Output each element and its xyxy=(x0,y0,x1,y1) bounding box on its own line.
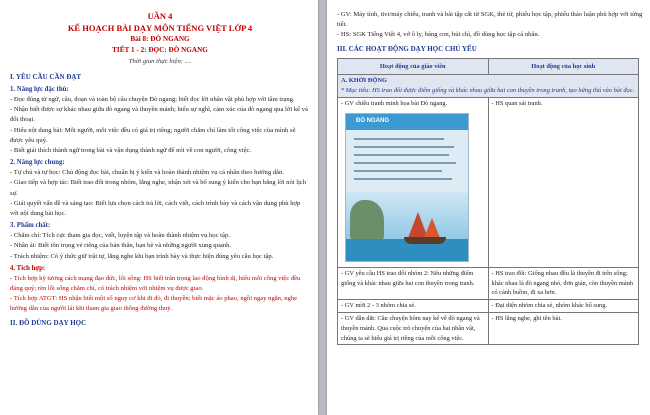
text-line xyxy=(354,146,454,148)
table-row xyxy=(338,300,639,313)
table-row xyxy=(338,267,639,299)
section-materials: II. ĐỒ DÙNG DẠY HỌC xyxy=(10,318,87,327)
paragraph: - Đọc đúng từ ngữ, câu, đoạn và toàn bộ câu chuyện Đò ngang; biết đọc lời nhân vật phù hợp với tâm trạng. xyxy=(10,96,295,103)
section-row-warmup xyxy=(338,75,639,98)
paragraph: - Hiểu nội dung bài: Mỗi người, mỗi việc đều có giá trị riêng; người chăm chỉ làm tốt công việc của mình sẽ được yêu quý. xyxy=(10,126,296,144)
subsection-general-competence: 2. Năng lực chung: xyxy=(10,159,65,167)
subsection-integration: 4. Tích hợp: xyxy=(10,264,46,272)
teacher-cell: - GV dẫn dắt: Câu chuyện hôm nay kể về đò ngang và thuyền mảnh. Qua cuộc trò chuyện của hai nhân vật, chúng ta sẽ hiểu giá trị riêng của mỗi công việc. xyxy=(338,312,489,344)
plan-title: KẾ HOẠCH BÀI DẠY MÔN TIẾNG VIỆT LỚP 4 xyxy=(67,23,253,33)
paragraph: - Giải quyết vấn đề và sáng tạo: Biết lựa chọn cách trả lời, cách viết, cách trình bày và cách vận dụng phù hợp với nội dung bài học. xyxy=(10,199,301,218)
section-objectives: I. YÊU CẦU CẦN ĐẠT xyxy=(10,73,82,81)
teacher-cell: - GV yêu cầu HS trao đổi nhóm 2: Nêu những điểm giống và khác nhau giữa hai con thuyền trong tranh. xyxy=(338,267,489,299)
text-line xyxy=(354,138,444,140)
paragraph: - GV: Máy tính, tivi/máy chiếu, tranh và bài tập cắt từ SGK, thẻ từ, phiếu học tập, phiếu thảo luận phù hợp với từng tiết. xyxy=(337,11,643,29)
text-line xyxy=(354,162,456,164)
paragraph: - Giao tiếp và hợp tác: Biết trao đổi trong nhóm, lắng nghe, nhận xét và bổ sung ý kiến cho bạn bằng lời nói lịch sự. xyxy=(10,179,307,197)
lesson-title: Bài 8: ĐÒ NGANG xyxy=(130,35,190,43)
document-page-right xyxy=(327,0,650,415)
paragraph: - Biết giải thích thành ngữ trong bài và vận dụng thành ngữ để nói về con người, công việc. xyxy=(10,147,252,155)
subsection-qualities: 3. Phẩm chất: xyxy=(10,222,51,230)
paragraph: - Nhân ái: Biết tôn trọng vẻ riêng của bản thân, bạn bè và những người xung quanh. xyxy=(10,242,232,250)
unit-heading: UẦN 4 xyxy=(147,11,173,21)
paragraph: - Chăm chỉ: Tích cực tham gia đọc, viết, luyện tập và hoàn thành nhiệm vụ học tập. xyxy=(10,232,230,240)
period-title: TIẾT 1 - 2: ĐỌC: ĐÒ NGANG xyxy=(112,46,208,54)
student-cell: - HS quan sát tranh. xyxy=(488,98,639,268)
paragraph: - Nhận biết được sự khác nhau giữa đò ngang và thuyền mảnh; hiểu sự nghĩ, cảm xúc của đò ngang qua lời kể và đối thoại. xyxy=(10,106,308,124)
textbook-illustration xyxy=(345,113,469,262)
cell-text: - GV chiếu tranh minh họa bài Đò ngang. xyxy=(341,100,448,107)
time-line: Thời gian thực hiện: .... xyxy=(128,58,192,65)
student-cell: - HS lắng nghe, ghi tên bài. xyxy=(488,312,639,344)
text-line xyxy=(354,154,449,156)
section-activities: III. CÁC HOẠT ĐỘNG DẠY HỌC CHỦ YẾU xyxy=(337,44,477,53)
column-header-teacher: Hoạt động của giáo viên xyxy=(338,58,489,75)
paragraph-integration: - Tích hợp kỹ tương cách mạng đạo đức, lối sống: HS biết trân trọng lao động bình dị, hiểu mỗi công việc đều đáng quý; rèn lối sống chăm chỉ, có trách nhiệm với nhiệm vụ được giao. xyxy=(10,274,301,293)
warmup-title: A. KHỞI ĐỘNG xyxy=(341,77,387,85)
paragraph: - Trách nhiệm: Có ý thức giữ trật tự, lắng nghe khi bạn trình bày và thực hiện đúng yêu cầu học tập. xyxy=(10,252,274,260)
paragraph: - Tự chủ và tự học: Chủ động đọc bài, chuẩn bị ý kiến và hoàn thành nhiệm vụ cá nhân theo hướng dẫn. xyxy=(10,169,284,177)
subsection-specific-competence: 1. Năng lực đặc thù: xyxy=(10,86,69,93)
text-line xyxy=(354,178,452,180)
text-line xyxy=(354,170,442,172)
student-cell: - Đại diện nhóm chia sẻ, nhóm khác bổ sung. xyxy=(488,300,639,313)
table-row xyxy=(338,312,639,344)
column-header-student: Hoạt động của học sinh xyxy=(488,58,639,75)
teacher-cell xyxy=(338,98,489,268)
activities-table xyxy=(337,58,639,346)
table-row xyxy=(338,98,639,268)
teacher-cell: - GV mời 2 - 3 nhóm chia sẻ. xyxy=(338,300,489,313)
document-page-left xyxy=(0,0,318,415)
paragraph: - HS: SGK Tiếng Việt 4, vở ô ly, bảng con, bút chì, đồ dùng học tập cá nhân. xyxy=(337,31,540,39)
warmup-goal: * Mục tiêu: HS trao đổi được điểm giống và khác nhau giữa hai con thuyền trong tranh, tạo hứng thú vào bài đọc. xyxy=(341,87,635,95)
book-title: ĐÒ NGANG xyxy=(356,117,389,124)
paragraph-integration: - Tích hợp ATGT: HS nhận biết một số nguy cơ khi đi đò, đi thuyền; biết mặc áo phao, ngồi ngay ngắn, nghe hướng dẫn của người lái khi tham gia giao thông đường thuỷ. xyxy=(10,295,298,313)
boat-hull xyxy=(404,237,446,244)
boat-sail xyxy=(424,218,440,238)
student-cell: - HS trao đổi: Giống nhau đều là thuyền đi trên sông; khác nhau là đò ngang nhỏ, đơn giản, còn thuyền mảnh có cánh buồm, đi xa hơn. xyxy=(488,267,639,299)
island-rock xyxy=(350,200,384,240)
